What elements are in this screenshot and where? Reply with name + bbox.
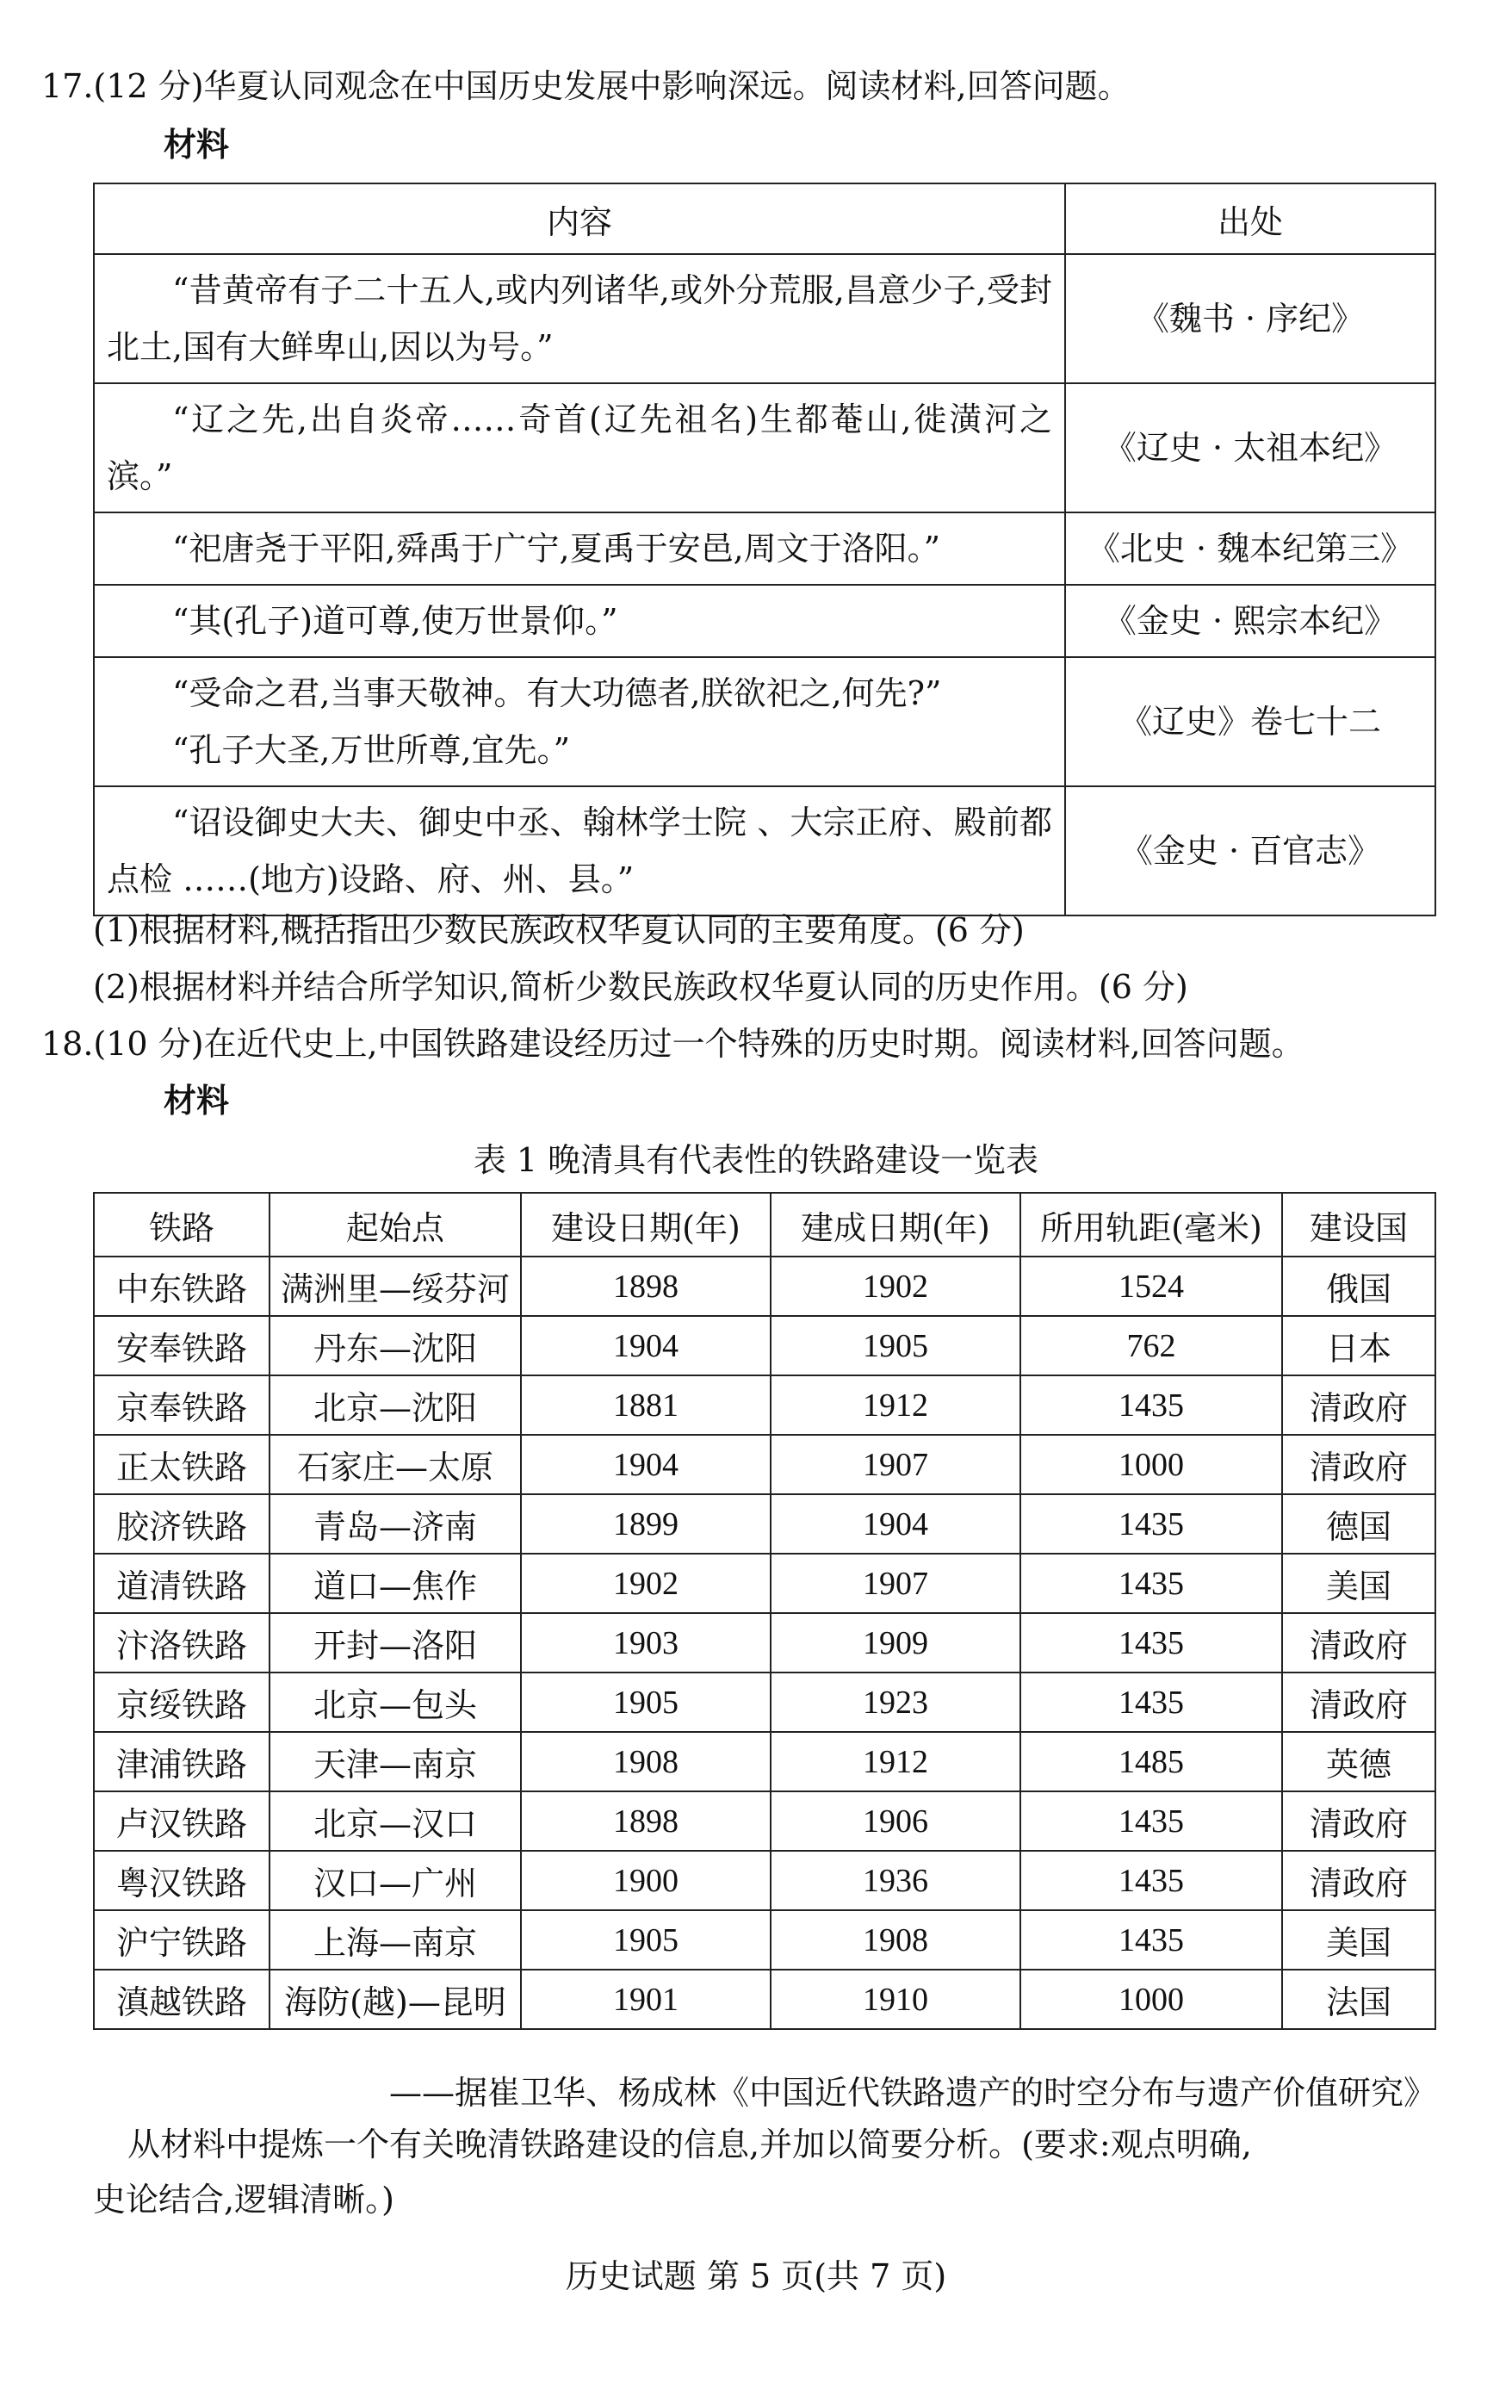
table-row (94, 1613, 1435, 1673)
q17-material-label: 材料 (164, 125, 230, 164)
builder-cell: 美国 (1282, 1554, 1435, 1613)
q18-header-start-year: 建设日期(年) (521, 1193, 771, 1257)
q18-header-end-year: 建成日期(年) (771, 1193, 1020, 1257)
builder-cell: 清政府 (1282, 1375, 1435, 1435)
q18-table-header-row (94, 1193, 1435, 1257)
start-year-cell: 1904 (521, 1435, 771, 1494)
start-year-cell: 1881 (521, 1375, 771, 1435)
table-row (94, 254, 1435, 383)
q18-source-note: ——据崔卫华、杨成林《中国近代铁路遗产的时空分布与遗产价值研究》 (388, 2074, 1436, 2112)
q17-row6-source: 《金史 · 百官志》 (1065, 786, 1435, 915)
end-year-cell: 1906 (771, 1791, 1020, 1851)
railway-name-cell: 中东铁路 (94, 1257, 270, 1316)
end-year-cell: 1923 (771, 1673, 1020, 1732)
railway-name-cell: 汴洛铁路 (94, 1613, 270, 1673)
railway-name-cell: 沪宁铁路 (94, 1910, 270, 1970)
start-year-cell: 1908 (521, 1732, 771, 1791)
start-year-cell: 1905 (521, 1910, 771, 1970)
builder-cell: 英德 (1282, 1732, 1435, 1791)
q17-row5-source: 《辽史》卷七十二 (1065, 657, 1435, 786)
gauge-cell: 1435 (1020, 1910, 1282, 1970)
end-year-cell: 1908 (771, 1910, 1020, 1970)
route-cell: 道口—焦作 (270, 1554, 521, 1613)
q17-row1-content (94, 254, 1065, 383)
builder-cell: 清政府 (1282, 1851, 1435, 1910)
q17-row1-source: 《魏书 · 序纪》 (1065, 254, 1435, 383)
end-year-cell: 1909 (771, 1613, 1020, 1673)
table-row (94, 1554, 1435, 1613)
railway-name-cell: 正太铁路 (94, 1435, 270, 1494)
table-row (94, 383, 1435, 512)
start-year-cell: 1898 (521, 1257, 771, 1316)
route-cell: 北京—包头 (270, 1673, 521, 1732)
q17-sub-question-1: (1)根据材料,概括指出少数民族政权华夏认同的主要角度。(6 分) (93, 911, 1025, 949)
route-cell: 满洲里—绥芬河 (270, 1257, 521, 1316)
end-year-cell: 1936 (771, 1851, 1020, 1910)
start-year-cell: 1900 (521, 1851, 771, 1910)
quote-text: “祀唐尧于平阳,舜禹于广宁,夏禹于安邑,周文于洛阳。” (172, 530, 941, 568)
start-year-cell: 1904 (521, 1316, 771, 1375)
builder-cell: 德国 (1282, 1494, 1435, 1554)
builder-cell: 清政府 (1282, 1673, 1435, 1732)
table-row (94, 512, 1435, 585)
table-row (94, 1732, 1435, 1791)
table-row (94, 1673, 1435, 1732)
q17-header-source: 出处 (1065, 183, 1435, 254)
end-year-cell: 1907 (771, 1435, 1020, 1494)
route-cell: 石家庄—太原 (270, 1435, 521, 1494)
end-year-cell: 1902 (771, 1257, 1020, 1316)
builder-cell: 清政府 (1282, 1791, 1435, 1851)
quote-text: “昔黄帝有子二十五人,或内列诸华,或外分荒服,昌意少子,受封北土,国有大鲜卑山,因以为号。” (107, 271, 1052, 366)
railway-name-cell: 津浦铁路 (94, 1732, 270, 1791)
start-year-cell: 1898 (521, 1791, 771, 1851)
start-year-cell: 1901 (521, 1970, 771, 2029)
railway-name-cell: 道清铁路 (94, 1554, 270, 1613)
route-cell: 青岛—济南 (270, 1494, 521, 1554)
end-year-cell: 1912 (771, 1732, 1020, 1791)
q17-row3-source: 《北史 · 魏本纪第三》 (1065, 512, 1435, 585)
railway-name-cell: 胶济铁路 (94, 1494, 270, 1554)
q17-row2-source: 《辽史 · 太祖本纪》 (1065, 383, 1435, 512)
table-row (94, 1970, 1435, 2029)
q17-sub-question-2: (2)根据材料并结合所学知识,简析少数民族政权华夏认同的历史作用。(6 分) (93, 968, 1188, 1006)
q17-row4-source: 《金史 · 熙宗本纪》 (1065, 585, 1435, 657)
start-year-cell: 1902 (521, 1554, 771, 1613)
railway-name-cell: 京奉铁路 (94, 1375, 270, 1435)
route-cell: 北京—沈阳 (270, 1375, 521, 1435)
railway-name-cell: 滇越铁路 (94, 1970, 270, 2029)
gauge-cell: 1435 (1020, 1791, 1282, 1851)
builder-cell: 美国 (1282, 1910, 1435, 1970)
railway-name-cell: 粤汉铁路 (94, 1851, 270, 1910)
builder-cell: 日本 (1282, 1316, 1435, 1375)
start-year-cell: 1903 (521, 1613, 771, 1673)
q18-header-gauge: 所用轨距(毫米) (1020, 1193, 1282, 1257)
gauge-cell: 1435 (1020, 1673, 1282, 1732)
table-row (94, 1435, 1435, 1494)
quote-text: “诏设御史大夫、御史中丞、翰林学士院 、大宗正府、殿前都点检 ……(地方)设路、府、州、县。” (107, 804, 1052, 898)
table-row (94, 1375, 1435, 1435)
quote-text: “辽之先,出自炎帝……奇首(辽先祖名)生都菴山,徙潢河之滨。” (107, 400, 1052, 495)
q17-header-content: 内容 (94, 183, 1065, 254)
gauge-cell: 1435 (1020, 1554, 1282, 1613)
route-cell: 丹东—沈阳 (270, 1316, 521, 1375)
gauge-cell: 1000 (1020, 1970, 1282, 2029)
quote-text: “受命之君,当事天敬神。有大功德者,朕欲祀之,何先?” (172, 674, 942, 712)
table-row (94, 1851, 1435, 1910)
q18-header-route: 起始点 (270, 1193, 521, 1257)
quote-text: “孔子大圣,万世所尊,宜先。” (172, 731, 571, 769)
table-row (94, 657, 1435, 786)
q17-header: 17.(12 分)华夏认同观念在中国历史发展中影响深远。阅读材料,回答问题。 (41, 67, 1131, 105)
q18-railway-table (93, 1192, 1436, 2030)
gauge-cell: 1435 (1020, 1494, 1282, 1554)
end-year-cell: 1904 (771, 1494, 1020, 1554)
q17-row5-content (94, 657, 1065, 786)
q17-row2-content (94, 383, 1065, 512)
q17-row6-content (94, 786, 1065, 915)
start-year-cell: 1899 (521, 1494, 771, 1554)
builder-cell: 法国 (1282, 1970, 1435, 2029)
end-year-cell: 1905 (771, 1316, 1020, 1375)
table-row (94, 1910, 1435, 1970)
page-footer: 历史试题 第 5 页(共 7 页) (565, 2257, 947, 2295)
q17-row3-content (94, 512, 1065, 585)
q17-table-header-row (94, 183, 1435, 254)
end-year-cell: 1910 (771, 1970, 1020, 2029)
table-row (94, 1257, 1435, 1316)
table-row (94, 1316, 1435, 1375)
railway-name-cell: 卢汉铁路 (94, 1791, 270, 1851)
route-cell: 汉口—广州 (270, 1851, 521, 1910)
builder-cell: 俄国 (1282, 1257, 1435, 1316)
q18-table-caption: 表 1 晚清具有代表性的铁路建设一览表 (473, 1141, 1039, 1179)
gauge-cell: 1435 (1020, 1375, 1282, 1435)
quote-text: “其(孔子)道可尊,使万世景仰。” (172, 602, 618, 640)
gauge-cell: 762 (1020, 1316, 1282, 1375)
builder-cell: 清政府 (1282, 1613, 1435, 1673)
end-year-cell: 1912 (771, 1375, 1020, 1435)
table-row (94, 585, 1435, 657)
table-row (94, 1494, 1435, 1554)
route-cell: 开封—洛阳 (270, 1613, 521, 1673)
route-cell: 海防(越)—昆明 (270, 1970, 521, 2029)
q17-row4-content (94, 585, 1065, 657)
q18-table-body (94, 1257, 1435, 2029)
q18-header-railway: 铁路 (94, 1193, 270, 1257)
q18-prompt-line-1: 从材料中提炼一个有关晚清铁路建设的信息,并加以简要分析。(要求:观点明确, (127, 2126, 1252, 2163)
table-row (94, 1791, 1435, 1851)
gauge-cell: 1000 (1020, 1435, 1282, 1494)
gauge-cell: 1435 (1020, 1851, 1282, 1910)
railway-name-cell: 京绥铁路 (94, 1673, 270, 1732)
start-year-cell: 1905 (521, 1673, 771, 1732)
gauge-cell: 1524 (1020, 1257, 1282, 1316)
q18-material-label: 材料 (164, 1081, 230, 1120)
q18-prompt-line-2: 史论结合,逻辑清晰。) (93, 2181, 394, 2219)
route-cell: 北京—汉口 (270, 1791, 521, 1851)
gauge-cell: 1485 (1020, 1732, 1282, 1791)
route-cell: 天津—南京 (270, 1732, 521, 1791)
table-row (94, 786, 1435, 915)
gauge-cell: 1435 (1020, 1613, 1282, 1673)
q17-material-table (93, 183, 1436, 916)
end-year-cell: 1907 (771, 1554, 1020, 1613)
railway-name-cell: 安奉铁路 (94, 1316, 270, 1375)
q18-header: 18.(10 分)在近代史上,中国铁路建设经历过一个特殊的历史时期。阅读材料,回答问题。 (41, 1025, 1304, 1063)
builder-cell: 清政府 (1282, 1435, 1435, 1494)
route-cell: 上海—南京 (270, 1910, 521, 1970)
q18-header-builder: 建设国 (1282, 1193, 1435, 1257)
